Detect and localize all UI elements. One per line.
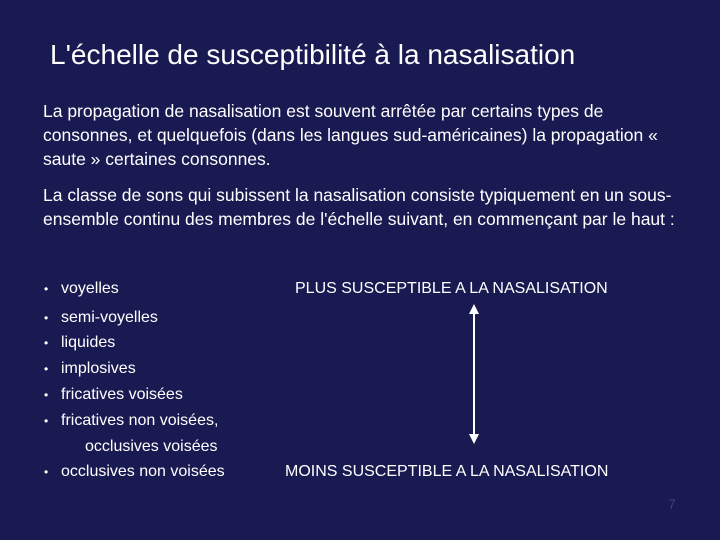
scale-bottom-label: MOINS SUSCEPTIBLE A LA NASALISATION [285,463,609,480]
bullet-icon: • [44,336,49,350]
list-item: • fricatives voisées [44,386,183,403]
list-item: • voyelles [44,280,119,297]
list-item: • implosives [44,360,136,377]
bullet-icon: • [44,311,49,325]
bullet-icon: • [44,414,49,428]
paragraph-propagation: La propagation de nasalisation est souvent arrêtée par certains types de consonnes, et quelquefois (dans les langues sud-américaines) la propagation « saute » certaines consonnes. [43,101,658,169]
bullet-icon: • [44,282,49,296]
page-number: 7 [668,496,676,512]
double-arrow-icon [464,304,484,444]
list-item: • occlusives non voisées [44,463,225,480]
bullet-icon: • [44,388,49,402]
list-item: • fricatives non voisées, [44,412,219,429]
bullet-icon: • [44,465,49,479]
slide-title: L'échelle de susceptibilité à la nasalisation [50,39,576,70]
list-item: • liquides [44,334,116,351]
list-item-continuation: occlusives voisées [85,438,218,455]
bullet-icon: • [44,362,49,376]
scale-top-label: PLUS SUSCEPTIBLE A LA NASALISATION [295,280,608,297]
paragraph-classe: La classe de sons qui subissent la nasalisation consiste typiquement en un sous-ensemble continu des membres de l'échelle suivant, en commençant par le haut : [43,185,675,229]
list-item: • semi-voyelles [44,309,158,326]
